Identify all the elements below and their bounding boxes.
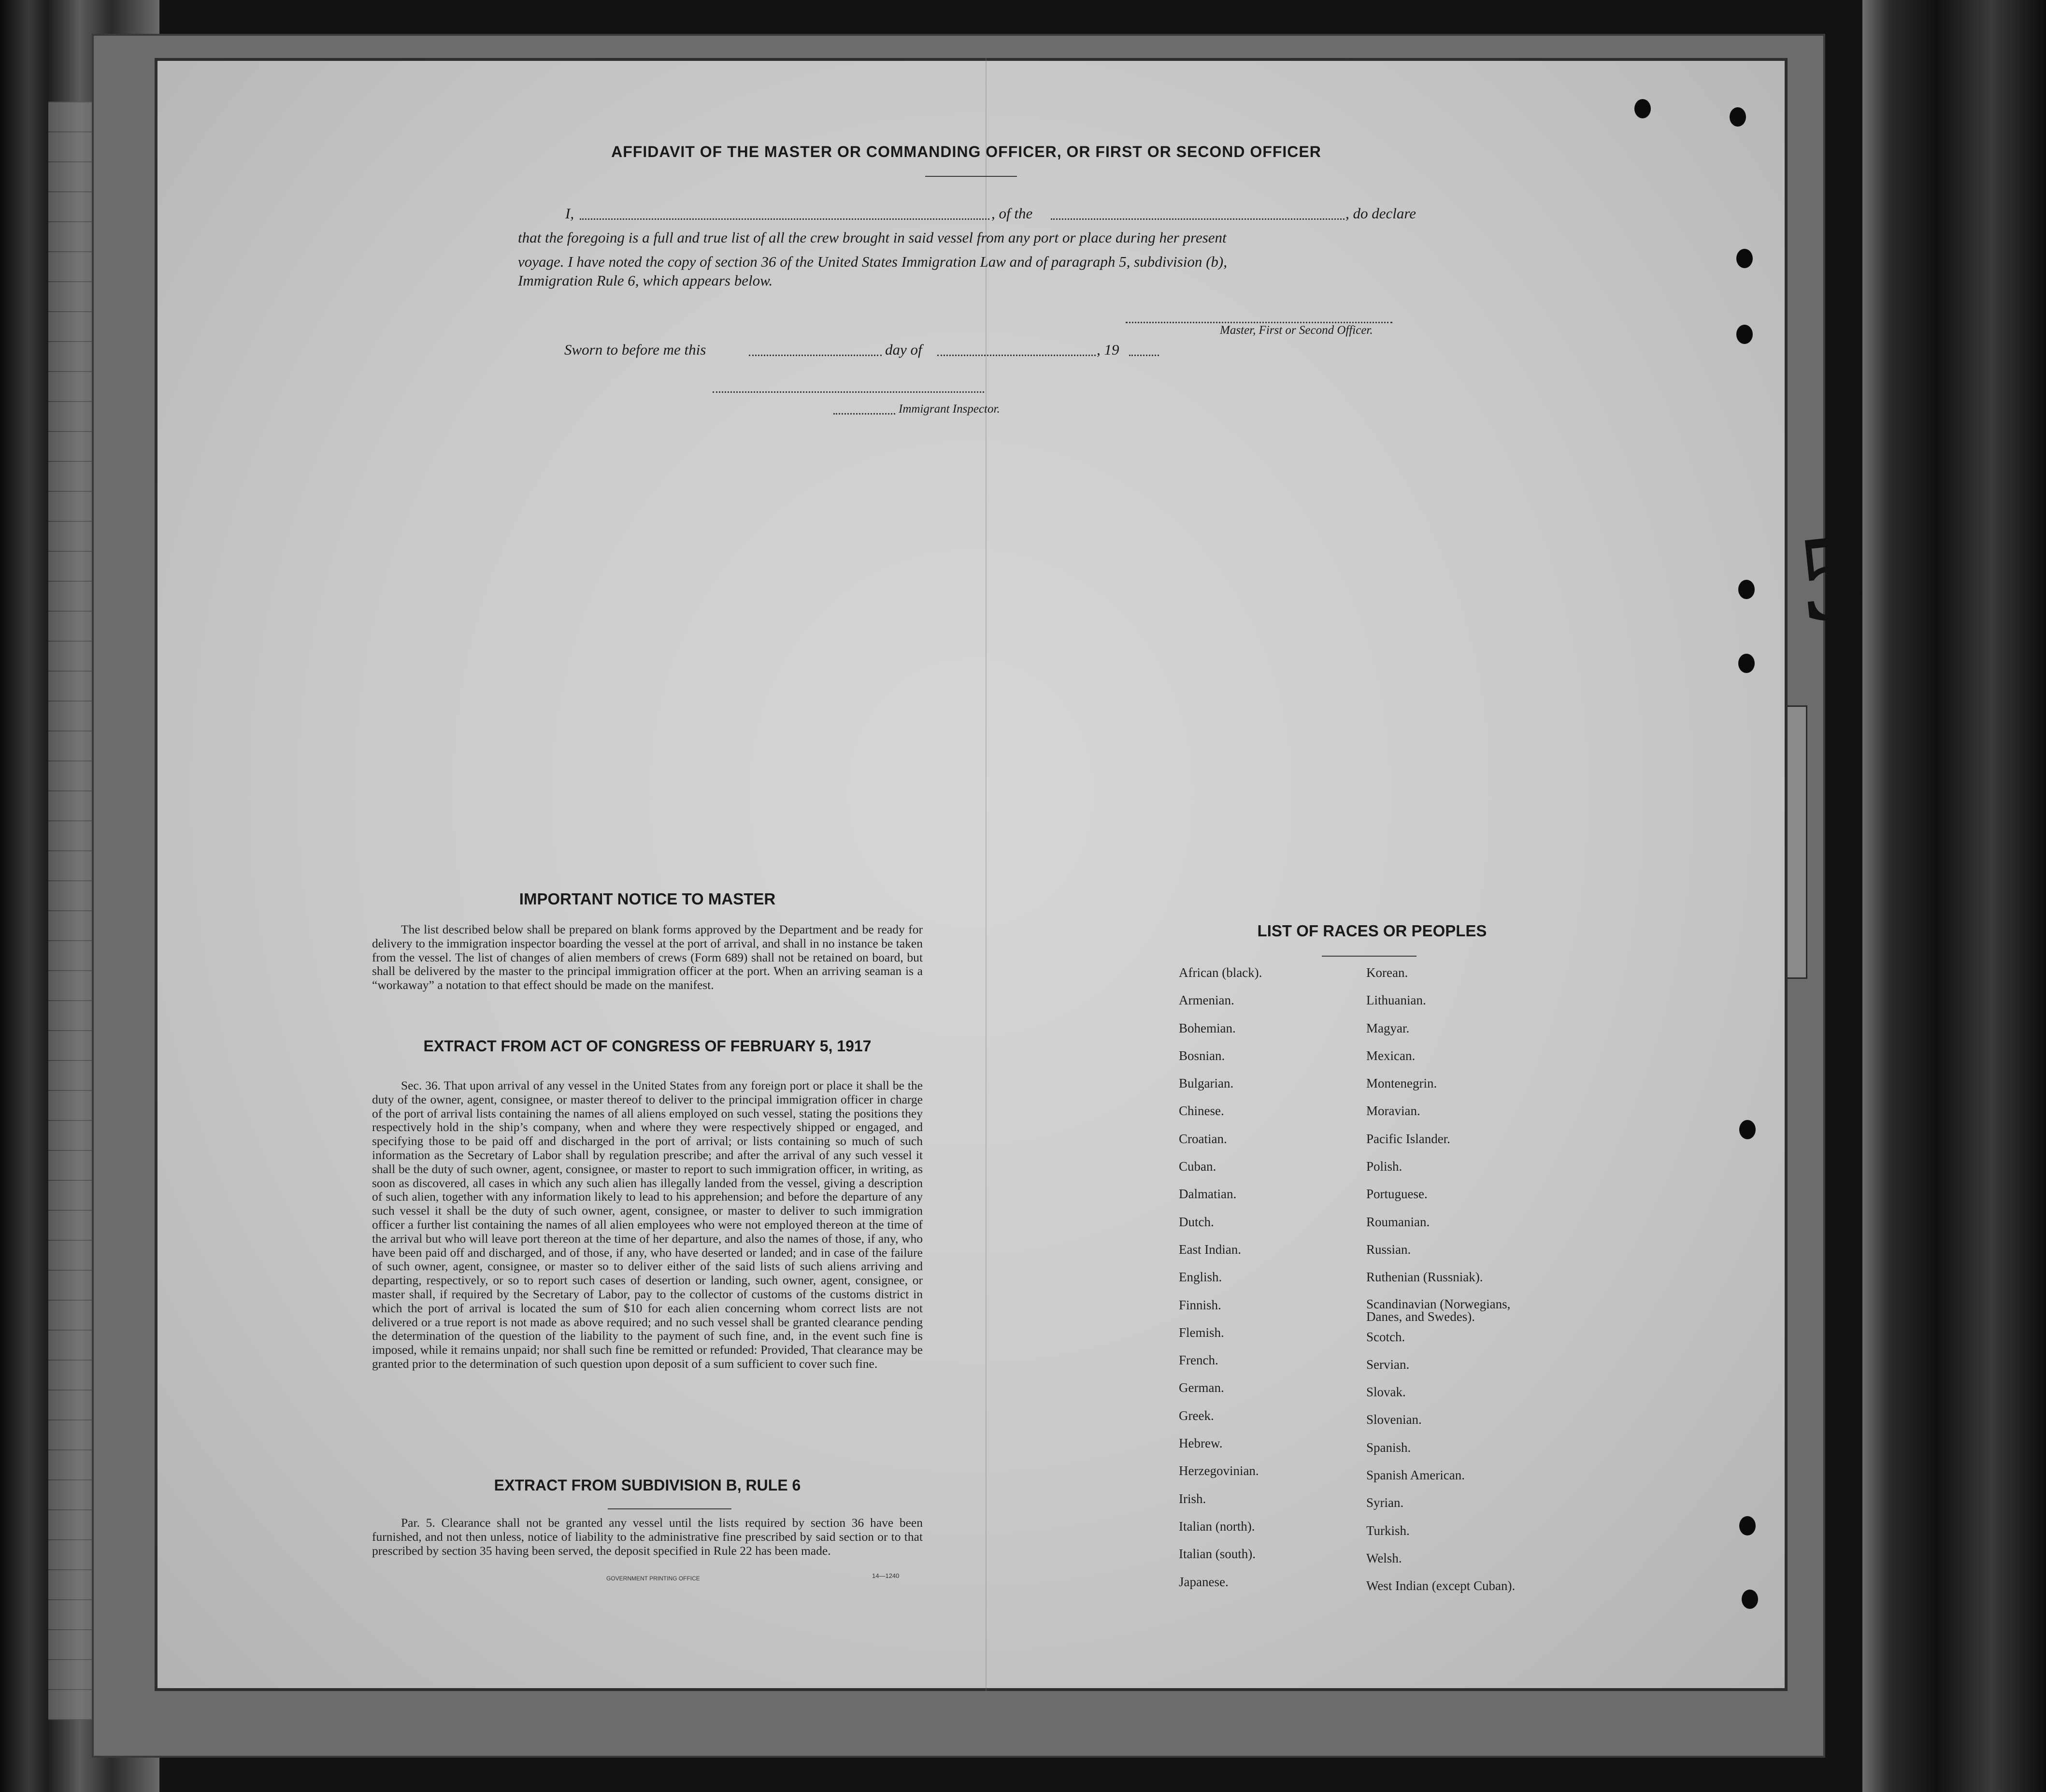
- affidavit-line-3: voyage. I have noted the copy of section 36 of the United States Immigration Law and of paragraph 5, subdivision (b),: [518, 253, 1227, 270]
- race-item: African (black).: [1179, 965, 1262, 980]
- race-item: Montenegrin.: [1366, 1076, 1437, 1091]
- race-item: Spanish American.: [1366, 1468, 1465, 1483]
- master-signature-label: Master, First or Second Officer.: [1220, 324, 1373, 337]
- inspector-label: Immigrant Inspector.: [899, 402, 1000, 416]
- printer-imprint: GOVERNMENT PRINTING OFFICE: [606, 1575, 700, 1582]
- race-item: Chinese.: [1179, 1104, 1224, 1118]
- race-item: English.: [1179, 1270, 1222, 1285]
- binding-hole: [1736, 249, 1753, 268]
- race-item: Portuguese.: [1366, 1187, 1428, 1202]
- races-title: LIST OF RACES OR PEOPLES: [1257, 922, 1487, 940]
- extract-rule-text: [372, 1516, 923, 1558]
- race-item: Pacific Islander.: [1366, 1131, 1450, 1146]
- race-item: Scotch.: [1366, 1329, 1405, 1344]
- binding-hole: [1739, 1120, 1756, 1139]
- race-item: Servian.: [1366, 1357, 1410, 1372]
- races-title-rule: [1322, 956, 1416, 957]
- section-36-paragraph: Sec. 36. That upon arrival of any vessel in the United States from any foreign port or place it shall be the duty of the owner, agent, consignee, or master thereof to deliver to the principal immigration officer in charge of the port of arrival lists containing the names of all aliens employed on such vessel, stating the positions they respectively hold in the ship’s company, when and where they were respectively shipped or engaged, and specifying those to be paid off and discharged in the port of arrival; or lists containing so much of such information as the Secretary of Labor shall by regulation prescribe; and after the arrival of any such vessel it shall be the duty of such owner, agent, consignee, or master to report to such immigration officer, in writing, as soon as discovered, all cases in which any such alien has illegally landed from the vessel, giving a description of such alien, together with any information likely to lead to his apprehension; and before the departure of any such vessel it shall be the duty of such owner, agent, consignee, or master to deliver to such immigration officer a further list containing the names of all alien employees who were not employed thereon at the time of the arrival but who will leave port thereon at the time of her departure, and also the names of those, if any, who have been paid off and discharged, and of those, if any, who have deserted or landed; and in case of the failure of such owner, agent, consignee, or master so to deliver either of the said lists of such aliens arriving and departing, respectively, or so to report such cases of desertion or landing, such owner, agent, consignee, or master shall, if required by the Secretary of Labor, pay to the collector of customs of the customs district in which the port of arrival is located the sum of $10 for each alien concerning whom correct lists are not delivered or a true report is not made as above required; and no such vessel shall be granted clearance pending the determination of the question of the liability to the payment of such fine, and, in the event such fine is imposed, while it remains unpaid; nor shall such fine be remitted or refunded: Provided, That clearance may be granted prior to the determination of such question upon deposit of a sum sufficient to cover such fine.: [372, 1078, 923, 1371]
- race-item: Bohemian.: [1179, 1020, 1236, 1035]
- binding-hole: [1736, 325, 1753, 344]
- race-item: Slovenian.: [1366, 1412, 1422, 1427]
- extract-act-title: EXTRACT FROM ACT OF CONGRESS OF FEBRUARY 5, 1917: [423, 1037, 872, 1055]
- binding-hole: [1730, 107, 1746, 127]
- race-item: East Indian.: [1179, 1242, 1241, 1257]
- race-item: Flemish.: [1179, 1325, 1224, 1340]
- film-edge-right: [1862, 0, 2046, 1792]
- inspector-lead-line: [833, 413, 895, 415]
- sworn-year-line: [1129, 355, 1159, 356]
- form-code: 14—1240: [872, 1572, 900, 1579]
- race-item: Cuban.: [1179, 1159, 1216, 1174]
- sworn-label: Sworn to before me this: [564, 341, 706, 358]
- affidavit-declare-label: , do declare: [1345, 205, 1416, 222]
- race-item: Bosnian.: [1179, 1048, 1225, 1063]
- page-fold: [986, 58, 987, 1691]
- extract-act-text: [372, 1079, 923, 1371]
- race-item: Dalmatian.: [1179, 1187, 1237, 1202]
- race-item: French.: [1179, 1353, 1218, 1368]
- race-item: Bulgarian.: [1179, 1076, 1234, 1091]
- race-item: West Indian (except Cuban).: [1366, 1578, 1516, 1593]
- race-item: Turkish.: [1366, 1523, 1410, 1538]
- race-item: Polish.: [1366, 1159, 1402, 1174]
- race-item: Greek.: [1179, 1408, 1214, 1423]
- vessel-blank-line: [1051, 218, 1345, 220]
- sworn-month-line: [937, 355, 1096, 356]
- race-item: Mexican.: [1366, 1048, 1416, 1063]
- binding-hole: [1738, 580, 1755, 599]
- title-rule: [925, 176, 1017, 177]
- race-item: Armenian.: [1179, 993, 1234, 1008]
- race-item: Welsh.: [1366, 1550, 1402, 1565]
- affidavit-line-2: that the foregoing is a full and true list of all the crew brought in said vessel from any port or place during her present: [518, 229, 1227, 246]
- affidavit-of-the-label: , of the: [991, 205, 1033, 222]
- race-item: Syrian.: [1366, 1495, 1404, 1510]
- race-item: Italian (north).: [1179, 1519, 1255, 1534]
- race-item: Herzegovinian.: [1179, 1463, 1259, 1478]
- race-item: Scandinavian (Norwegians, Danes, and Swedes).: [1366, 1296, 1511, 1324]
- notice-text: [372, 923, 923, 992]
- race-item: Magyar.: [1366, 1020, 1410, 1035]
- race-item: Korean.: [1366, 965, 1408, 980]
- race-item: Croatian.: [1179, 1131, 1227, 1146]
- race-item: Moravian.: [1366, 1104, 1420, 1118]
- race-item: Italian (south).: [1179, 1547, 1256, 1562]
- races-right-column: [1366, 965, 1550, 1606]
- notice-title: IMPORTANT NOTICE TO MASTER: [519, 890, 776, 908]
- race-item: Roumanian.: [1366, 1214, 1430, 1229]
- race-item: Lithuanian.: [1366, 993, 1426, 1008]
- races-left-column: [1179, 965, 1382, 1602]
- race-item: German.: [1179, 1380, 1224, 1395]
- race-item: Russian.: [1366, 1242, 1411, 1257]
- binding-hole: [1738, 654, 1755, 673]
- race-item: Spanish.: [1366, 1440, 1411, 1455]
- affidavit-line-4: Immigration Rule 6, which appears below.: [518, 272, 773, 289]
- binding-hole: [1739, 1516, 1756, 1535]
- day-of-label: day of: [885, 341, 922, 358]
- affidavit-i-label: I,: [565, 205, 574, 222]
- race-item: Dutch.: [1179, 1214, 1214, 1229]
- race-item: Japanese.: [1179, 1574, 1229, 1589]
- binding-hole: [1634, 99, 1651, 118]
- affidavit-title: AFFIDAVIT OF THE MASTER OR COMMANDING OFFICER, OR FIRST OR SECOND OFFICER: [611, 143, 1321, 160]
- year-label: , 19: [1097, 341, 1119, 358]
- name-blank-line: [580, 218, 989, 220]
- binding-hole: [1742, 1590, 1758, 1609]
- paragraph-5: Par. 5. Clearance shall not be granted any vessel until the lists required by section 36 have been furnished, and not then unless, notice of liability to the administrative fine prescribed by said section or to that prescribed by section 35 having been served, the deposit specified in Rule 22 has been made.: [372, 1516, 923, 1558]
- rule-title-rule: [608, 1508, 731, 1509]
- inspector-signature-line: [713, 391, 984, 393]
- race-item: Finnish.: [1179, 1297, 1221, 1312]
- sworn-day-line: [749, 355, 882, 356]
- race-item: Ruthenian (Russniak).: [1366, 1270, 1483, 1285]
- master-signature-line: [1126, 322, 1392, 323]
- handwritten-page-number: 5: [1789, 513, 1874, 649]
- notice-paragraph: The list described below shall be prepared on blank forms approved by the Department and be ready for delivery to the immigration inspector boarding the vessel at the port of arrival, and shall in no instance be taken from the vessel. The list of changes of alien members of crews (Form 689) shall not be retained on board, but shall be delivered by the master to the principal immigration officer at the port. When an arriving seaman is a “workaway” a notation to that effect should be made on the manifest.: [372, 922, 923, 992]
- extract-rule-title: EXTRACT FROM SUBDIVISION B, RULE 6: [494, 1477, 801, 1494]
- race-item: Hebrew.: [1179, 1436, 1223, 1451]
- race-item: Irish.: [1179, 1491, 1206, 1506]
- race-item: Slovak.: [1366, 1385, 1406, 1400]
